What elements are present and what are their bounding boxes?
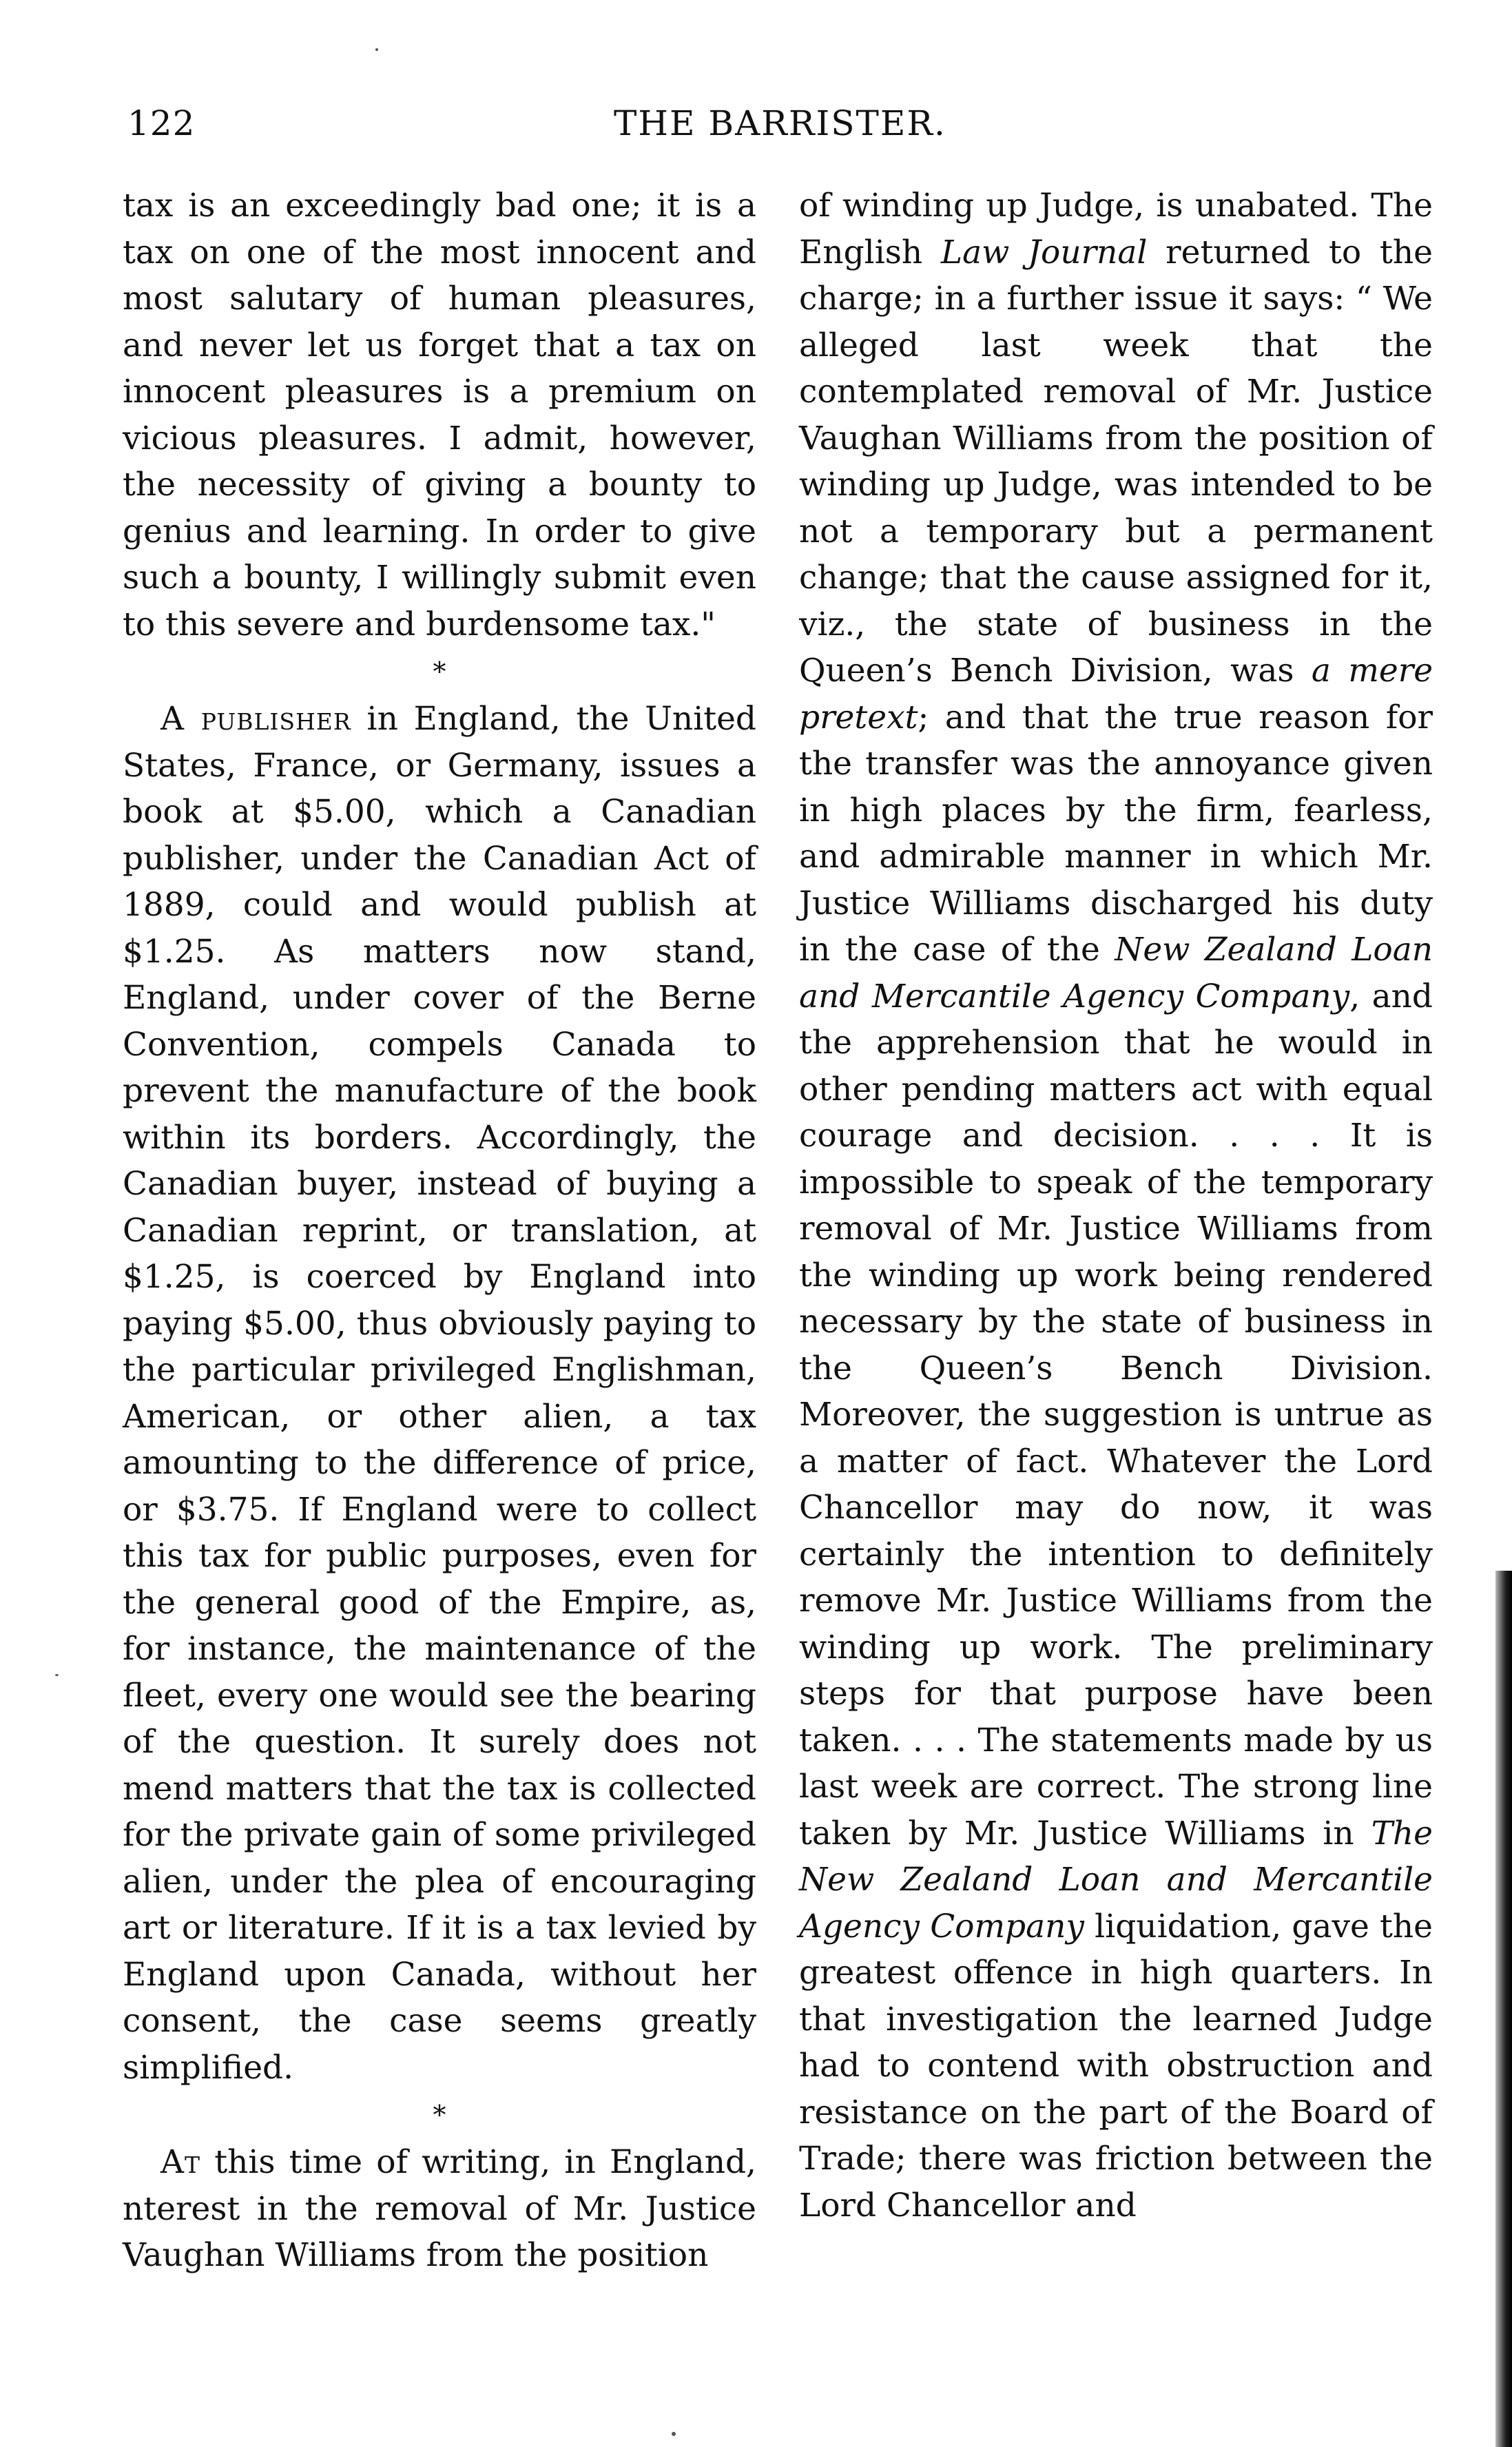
paragraph-tax-conclusion: tax is an exceedingly bad one; it is a tax on one of the most innocent and most salutary of human pleasures, and never let us forget that a tax on innocent pleasures is a premium on vicious pleasures. I admit, however, the necessity of giving a bounty to genius and learning. In order to give such a bounty, I willingly submit even to this severe and burdensome tax." bbox=[123, 187, 756, 643]
paragraph-publisher bbox=[123, 696, 756, 2091]
text-run: , and the apprehension that he would in other pending matters act with equal courage and decision. . . . It is impossible to speak of the temporary removal of Mr. Justice Williams from the winding up work being rendered necessary by the state of business in the Queen’s Bench Division. Moreover, the suggestion is untrue as a matter of fact. Whatever the Lord Chancellor may do now, it was certainly the intention to definitely remove Mr. Justice Williams from the winding up work. The preliminary steps for that purpose have been taken. . . . The statements made by us last week are correct. The strong line taken by Mr. Justice Williams in bbox=[799, 977, 1433, 1852]
paragraph-text: this time of writing, in England, nterest in the removal of Mr. Justice Vaughan Williams from the position bbox=[123, 2143, 756, 2274]
text-run: liquidation, gave the greatest offence in high quarters. In that investigation the learned Judge had to contend with obstruction and resistance on the part of the Board of Trade; there was friction between the Lord Chancellor and bbox=[799, 1907, 1433, 2224]
italic-run: Law Journal bbox=[940, 233, 1148, 271]
running-head: THE BARRISTER. bbox=[614, 103, 946, 143]
paragraph-removal bbox=[123, 2139, 756, 2279]
scan-page-edge bbox=[1495, 1571, 1512, 2447]
scan-speck bbox=[55, 1674, 59, 1676]
section-separator: * bbox=[433, 657, 446, 687]
text-run: of winding up Judge, is unabated. The English bbox=[799, 187, 1433, 271]
italic-run: The New Zealand Loan and Mercantile Agency Company bbox=[799, 1814, 1433, 1945]
right-column bbox=[799, 183, 1433, 2229]
page-number: 122 bbox=[127, 103, 196, 143]
section-separator: * bbox=[433, 2100, 446, 2130]
left-column bbox=[123, 183, 756, 2279]
scan-speck bbox=[375, 48, 378, 51]
paragraph-law-journal bbox=[799, 183, 1433, 2229]
paragraph-text: in England, the United States, France, or Germany, issues a book at $5.00, which a Canadian publisher, under the Canadian Act of 1889, could and would publish at $1.25. As matters now stand, England, under cover of the Berne Convention, compels Canada to prevent the manufacture of the book within its borders. Accordingly, the Canadian buyer, instead of buying a Canadian reprint, or translation, at $1.25, is coerced by England into paying $5.00, thus obviously paying to the particular privileged Englishman, American, or other alien, a tax amounting to the difference of price, or $3.75. If England were to collect this tax for public purposes, even for the general good of the Empire, as, for instance, the maintenance of the fleet, every one would see the bearing of the question. It surely does not mend matters that the tax is collected for the private gain of some privileged alien, under the plea of encouraging art or literature. If it is a tax levied by England upon Canada, without her consent, the case seems greatly simplified. bbox=[123, 700, 757, 2087]
text-run: ; and that the true reason for the transfer was the annoyance given in high places by the firm, fearless, and admirable manner in which Mr. Justice Williams discharged his duty in the case of the bbox=[799, 698, 1433, 969]
paragraph-lead-word: At bbox=[160, 2143, 200, 2181]
page-header bbox=[127, 103, 1433, 152]
text-run: returned to the charge; in a further issue it says: “ We alleged last week that the contemplated removal of Mr. Justice Vaughan Williams from the position of winding up Judge, was intended to be not a temporary but a permanent change; that the cause assigned for it, viz., the state of business in the Queen’s Bench Division, was bbox=[799, 233, 1433, 690]
paragraph-lead-word: A publisher bbox=[160, 700, 351, 738]
italic-run: a mere pretext bbox=[799, 652, 1433, 736]
scan-speck bbox=[672, 2432, 676, 2436]
italic-run: New Zealand Loan and Mercantile Agency Company bbox=[799, 931, 1433, 1015]
